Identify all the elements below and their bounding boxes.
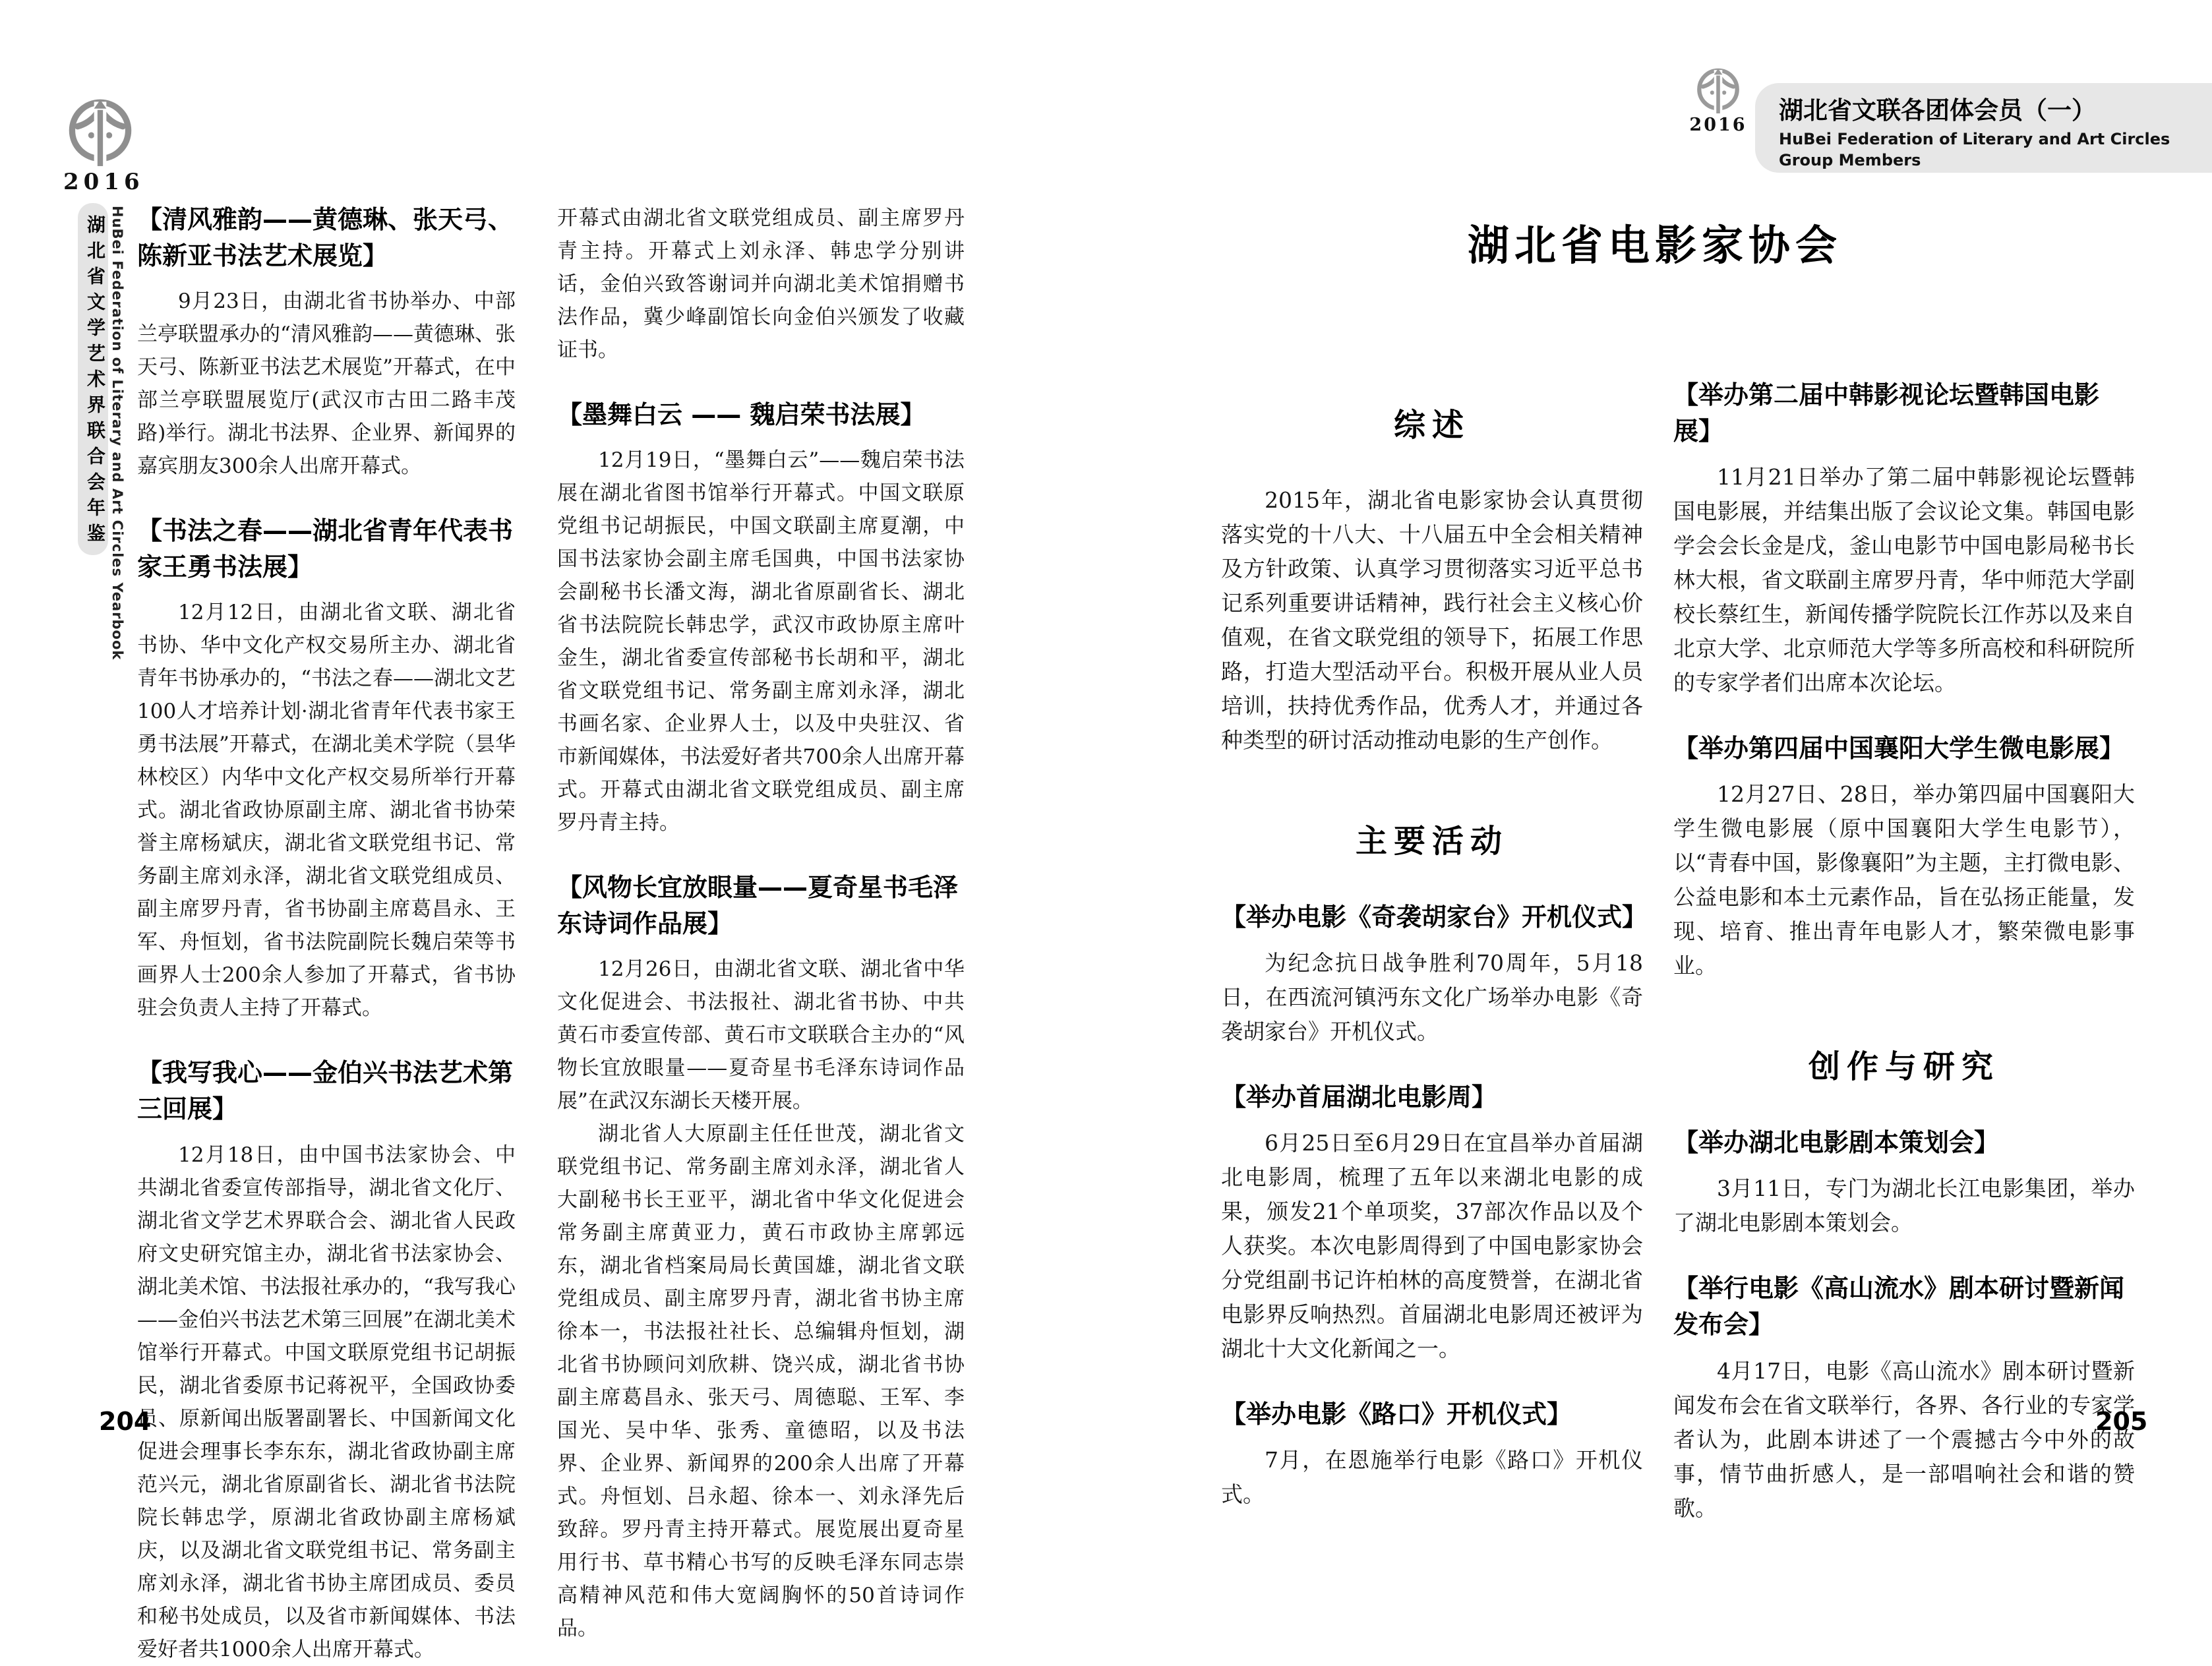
right-page-column-1: [1221, 377, 1648, 1512]
federation-logo-icon: [1688, 66, 1749, 115]
yearbook-logo: [63, 96, 144, 195]
paragraph: 7月，在恩施举行电影《路口》开机仪式。: [1221, 1447, 1643, 1508]
paragraph: 11月21日举办了第二届中韩影视论坛暨韩国电影展，并结集出版了会议论文集。韩国电影学会会长金是戊，釜山电影节中国电影局秘书长林大根，省文联副主席罗丹青，华中师范大学副校长蔡红生，新闻传播学院院长江作苏以及来自北京大学、北京师范大学等多所高校和科研院所的专家学者们出席本次论坛。: [1673, 464, 2135, 696]
left-page-column-1: [137, 202, 516, 1666]
paragraph: 9月23日，由湖北省书协举办、中部兰亭联盟承办的“清风雅韵——黄德琳、张天弓、陈新亚书法艺术展览”开幕式，在中部兰亭联盟展览厅(武汉市古田二路丰茂路)举行。湖北书法界、企业界、新闻界的嘉宾朋友300余人出席开幕式。: [137, 289, 516, 479]
page-number-left: 204: [99, 1407, 152, 1436]
section-heading: 创作与研究: [1808, 1048, 2000, 1086]
federation-logo-icon: [63, 96, 137, 167]
paragraph: 12月12日，由湖北省文联、湖北省书协、华中文化产权交易所主办、湖北省青年书协承办的，“书法之春——湖北文艺100人才培养计划·湖北省青年代表书家王勇书法展”开幕式，在湖北美术学院（昙华林校区）内华中文化产权交易所举行开幕式。湖北省政协原副主席、湖北省书协荣誉主席杨斌庆，湖北省文联党组书记、常务副主席刘永泽，湖北省文联党组成员、副主席罗丹青，省书协副主席葛昌永、王军、舟恒划，省书法院副院长魏启荣等书画界人士200余人参加了开幕式，省书协驻会负责人主持了开幕式。: [137, 601, 516, 1021]
entry-heading: 【举行电影《高山流水》剧本研讨暨新闻发布会】: [1673, 1274, 2125, 1340]
paragraph: 12月19日，“墨舞白云”——魏启荣书法展在湖北省图书馆举行开幕式。中国文联原党组书记胡振民，中国文联副主席夏潮，中国书法家协会副主席毛国典，中国书法家协会副秘书长潘文海，湖北省原副省长、湖北省书法院院长韩忠学，武汉市政协原主席叶金生，湖北省委宣传部秘书长胡和平，湖北省文联党组书记、常务副主席刘永泽，湖北书画名家、企业界人士，以及中央驻汉、省市新闻媒体，书法爱好者共700余人出席开幕式。开幕式由湖北省文联党组成员、副主席罗丹青主持。: [557, 448, 965, 835]
entry-heading: 【清风雅韵——黄德琳、张天弓、陈新亚书法艺术展览】: [137, 205, 514, 271]
chapter-header-banner: [1755, 83, 2212, 173]
header-logo: [1688, 66, 1749, 135]
paragraph: 4月17日，电影《高山流水》剧本研讨暨新闻发布会在省文联举行，各界、各行业的专家学者认为，此剧本讲述了一个震撼古今中外的故事，情节曲折感人，是一部唱响社会和谐的赞歌。: [1673, 1357, 2135, 1521]
paragraph: 12月26日，由湖北省文联、湖北省中华文化促进会、书法报社、湖北省书协、中共黄石市委宣传部、黄石市文联联合主办的“风物长宜放眼量——夏奇星书毛泽东诗词作品展”在武汉东湖长天楼开展。: [557, 957, 965, 1114]
left-page-column-2: [557, 202, 965, 1645]
entry-heading: 【书法之春——湖北省青年代表书家王勇书法展】: [137, 516, 514, 582]
header-logo-year: 2016: [1689, 115, 1747, 135]
page-number-right: 205: [2095, 1407, 2148, 1436]
sidebar-yearbook-title-cn: 湖北省文学艺术界联合会年鉴: [78, 203, 108, 555]
entry-heading: 【风物长宜放眼量——夏奇星书毛泽东诗词作品展】: [557, 873, 959, 939]
paragraph: 3月11日，专门为湖北长江电影集团，举办了湖北电影剧本策划会。: [1673, 1175, 2135, 1236]
entry-heading: 【举办首届湖北电影周】: [1221, 1083, 1497, 1112]
paragraph: 12月27日、28日，举办第四届中国襄阳大学生微电影展（原中国襄阳大学生电影节），以“青春中国，影像襄阳”为主题，主打微电影、公益电影和本土元素作品，旨在弘扬正能量，发现、培育、推出青年电影人才，繁荣微电影事业。: [1673, 781, 2135, 979]
entry-heading: 【举办湖北电影剧本策划会】: [1673, 1128, 2000, 1158]
paragraph: 为纪念抗日战争胜利70周年，5月18日，在西流河镇沔东文化广场举办电影《奇袭胡家台》开机仪式。: [1221, 950, 1643, 1045]
association-title: 湖北省电影家协会: [1468, 222, 1842, 270]
paragraph: 2015年，湖北省电影家协会认真贯彻落实党的十八大、十八届五中全会相关精神及方针政策、认真学习贯彻落实习近平总书记系列重要讲话精神，践行社会主义核心价值观，在省文联党组的领导下，拓展工作思路，打造大型活动平台。积极开展从业人员培训，扶持优秀作品，优秀人才，并通过各种类型的研讨活动推动电影的生产创作。: [1221, 487, 1643, 753]
section-heading: 主要活动: [1355, 823, 1509, 860]
entry-heading: 【墨舞白云 —— 魏启荣书法展】: [557, 400, 926, 429]
chapter-title-en: HuBei Federation of Literary and Art Circles Group Members: [1779, 130, 2170, 169]
logo-year: 2016: [63, 169, 144, 195]
right-page-column-2: [1673, 377, 2135, 1526]
paragraph: 湖北省人大原副主任任世茂，湖北省文联党组书记、常务副主席刘永泽，湖北省人大副秘书长王亚平，湖北省中华文化促进会常务副主席黄亚力，黄石市政协主席郭远东，湖北省档案局局长黄国雄，湖北省文联党组成员、副主席罗丹青，湖北省书协主席徐本一，书法报社社长、总编辑舟恒划，湖北省书协顾问刘欣耕、饶兴成，湖北省书协副主席葛昌永、张天弓、周德聪、王军、李国光、吴中华、张秀、童德昭，以及书法界、企业界、新闻界的200余人出席了开幕式。舟恒划、吕永超、徐本一、刘永泽先后致辞。罗丹青主持开幕式。展览展出夏奇星用行书、草书精心书写的反映毛泽东同志崇高精神风范和伟大宽阔胸怀的50首诗词作品。: [557, 1122, 965, 1641]
section-heading: 综述: [1393, 407, 1470, 444]
entry-heading: 【举办电影《路口》开机仪式】: [1221, 1400, 1572, 1429]
entry-heading: 【举办第二届中韩影视论坛暨韩国电影展】: [1673, 380, 2100, 446]
entry-heading: 【举办第四届中国襄阳大学生微电影展】: [1673, 734, 2125, 763]
entry-heading: 【我写我心——金伯兴书法艺术第三回展】: [137, 1058, 514, 1124]
chapter-title-cn: 湖北省文联各团体会员（一）: [1779, 96, 2096, 125]
paragraph: 12月18日，由中国书法家协会、中共湖北省委宣传部指导，湖北省文化厅、湖北省文学艺术界联合会、湖北省人民政府文史研究馆主办，湖北省书法家协会、湖北美术馆、书法报社承办的，“我写我心——金伯兴书法艺术第三回展”在湖北美术馆举行开幕式。中国文联原党组书记胡振民，湖北省委原书记蒋祝平，全国政协委员、原新闻出版署副署长、中国新闻文化促进会理事长李东东，湖北省政协副主席范兴元，湖北省原副省长、湖北省书法院院长韩忠学，原湖北省政协副主席杨斌庆，以及湖北省文联党组书记、常务副主席刘永泽，湖北省书协主席团成员、委员和秘书处成员，以及省市新闻媒体、书法爱好者共1000余人出席开幕式。: [137, 1143, 516, 1661]
sidebar-yearbook-title-en: HuBei Federation of Literary and Art Circles Yearbook: [109, 206, 125, 661]
entry-heading: 【举办电影《奇袭胡家台》开机仪式】: [1221, 903, 1648, 932]
paragraph-continued: 开幕式由湖北省文联党组成员、副主席罗丹青主持。开幕式上刘永泽、韩忠学分别讲话，金伯兴致答谢词并向湖北美术馆捐赠书法作品，冀少峰副馆长向金伯兴颁发了收藏证书。: [557, 206, 965, 362]
paragraph: 6月25日至6月29日在宜昌举办首届湖北电影周，梳理了五年以来湖北电影的成果，颁发21个单项奖，37部次作品以及个人获奖。本次电影周得到了中国电影家协会分党组副书记许柏林的高度赞誉，在湖北省电影界反响热烈。首届湖北电影周还被评为湖北十大文化新闻之一。: [1221, 1130, 1643, 1362]
